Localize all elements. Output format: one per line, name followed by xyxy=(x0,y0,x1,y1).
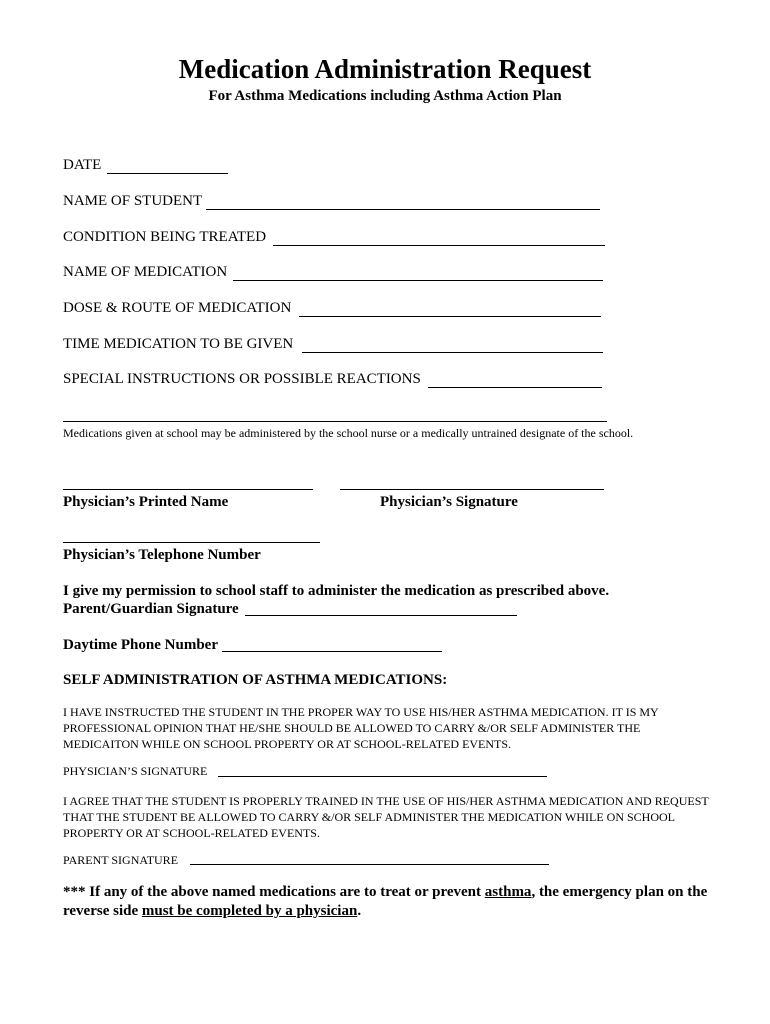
medication-label: NAME OF MEDICATION xyxy=(63,264,228,280)
time-line[interactable] xyxy=(302,352,603,353)
daytime-phone-label: Daytime Phone Number xyxy=(63,637,218,653)
physician-signature-caps-line[interactable] xyxy=(218,776,547,777)
special-instructions-line[interactable] xyxy=(428,387,602,388)
parent-guardian-signature-line[interactable] xyxy=(245,615,517,616)
physician-attestation-text: I HAVE INSTRUCTED THE STUDENT IN THE PROPER WAY TO USE HIS/HER ASTHMA MEDICATION. IT IS MY PROFESSIONAL OPINION THAT HE/SHE SHOULD BE ALLOWED TO CARRY &/OR SELF ADMINISTER THE MEDICAITON WHILE ON SCHOOL PROPERTY OR AT SCHOOL-RELATED EVENTS. xyxy=(63,705,659,751)
form-subtitle: For Asthma Medications including Asthma Action Plan xyxy=(208,88,562,104)
date-label: DATE xyxy=(63,157,102,173)
parent-signature-label: PARENT SIGNATURE xyxy=(63,853,179,867)
self-admin-heading: SELF ADMINISTRATION OF ASTHMA MEDICATIONS: xyxy=(63,672,448,688)
physician-signature-line[interactable] xyxy=(340,489,604,490)
physician-printed-name-line[interactable] xyxy=(63,489,313,490)
special-instructions-label: SPECIAL INSTRUCTIONS OR POSSIBLE REACTIONS xyxy=(63,371,421,387)
note-part-1: *** If any of the above named medications are to treat or prevent xyxy=(63,884,485,900)
note-must-complete: must be completed by a physician xyxy=(141,903,358,919)
administration-notice: Medications given at school may be administered by the school nurse or a medically untrained designate of the school. xyxy=(63,426,634,440)
dose-route-line[interactable] xyxy=(299,316,601,317)
note-part-2: , the emergency plan on the reverse side xyxy=(63,884,708,919)
daytime-phone-line[interactable] xyxy=(222,651,442,652)
physician-printed-name-label: Physician’s Printed Name xyxy=(63,494,229,510)
emergency-plan-note xyxy=(63,883,713,921)
form-title: Medication Administration Request xyxy=(178,54,592,84)
parent-agreement-text: I AGREE THAT THE STUDENT IS PROPERLY TRAINED IN THE USE OF HIS/HER ASTHMA MEDICATION AND REQUEST THAT THE STUDENT BE ALLOWED TO CARRY &/OR SELF ADMINISTER THE MEDICATION WHILE ON SCHOOL PROPERTY OR AT SCHOOL-RELATED EVENTS. xyxy=(63,794,709,840)
note-asthma: asthma xyxy=(484,884,532,900)
medication-line[interactable] xyxy=(233,280,603,281)
parent-signature-line[interactable] xyxy=(190,864,549,865)
condition-label: CONDITION BEING TREATED xyxy=(63,229,267,245)
permission-statement: I give my permission to school staff to administer the medication as prescribed above. xyxy=(63,583,610,599)
physician-telephone-label: Physician’s Telephone Number xyxy=(63,547,261,563)
student-name-line[interactable] xyxy=(206,209,600,210)
special-instructions-line-2[interactable] xyxy=(63,421,607,422)
date-line[interactable] xyxy=(107,173,228,174)
parent-guardian-signature-label: Parent/Guardian Signature xyxy=(63,601,239,617)
note-end: . xyxy=(357,903,362,919)
condition-line[interactable] xyxy=(273,245,605,246)
physician-signature-caps-label: PHYSICIAN’S SIGNATURE xyxy=(63,764,208,778)
physician-telephone-line[interactable] xyxy=(63,542,320,543)
time-label: TIME MEDICATION TO BE GIVEN xyxy=(63,336,294,352)
student-name-label: NAME OF STUDENT xyxy=(63,193,203,209)
physician-signature-label: Physician’s Signature xyxy=(380,494,518,510)
dose-route-label: DOSE & ROUTE OF MEDICATION xyxy=(63,300,292,316)
